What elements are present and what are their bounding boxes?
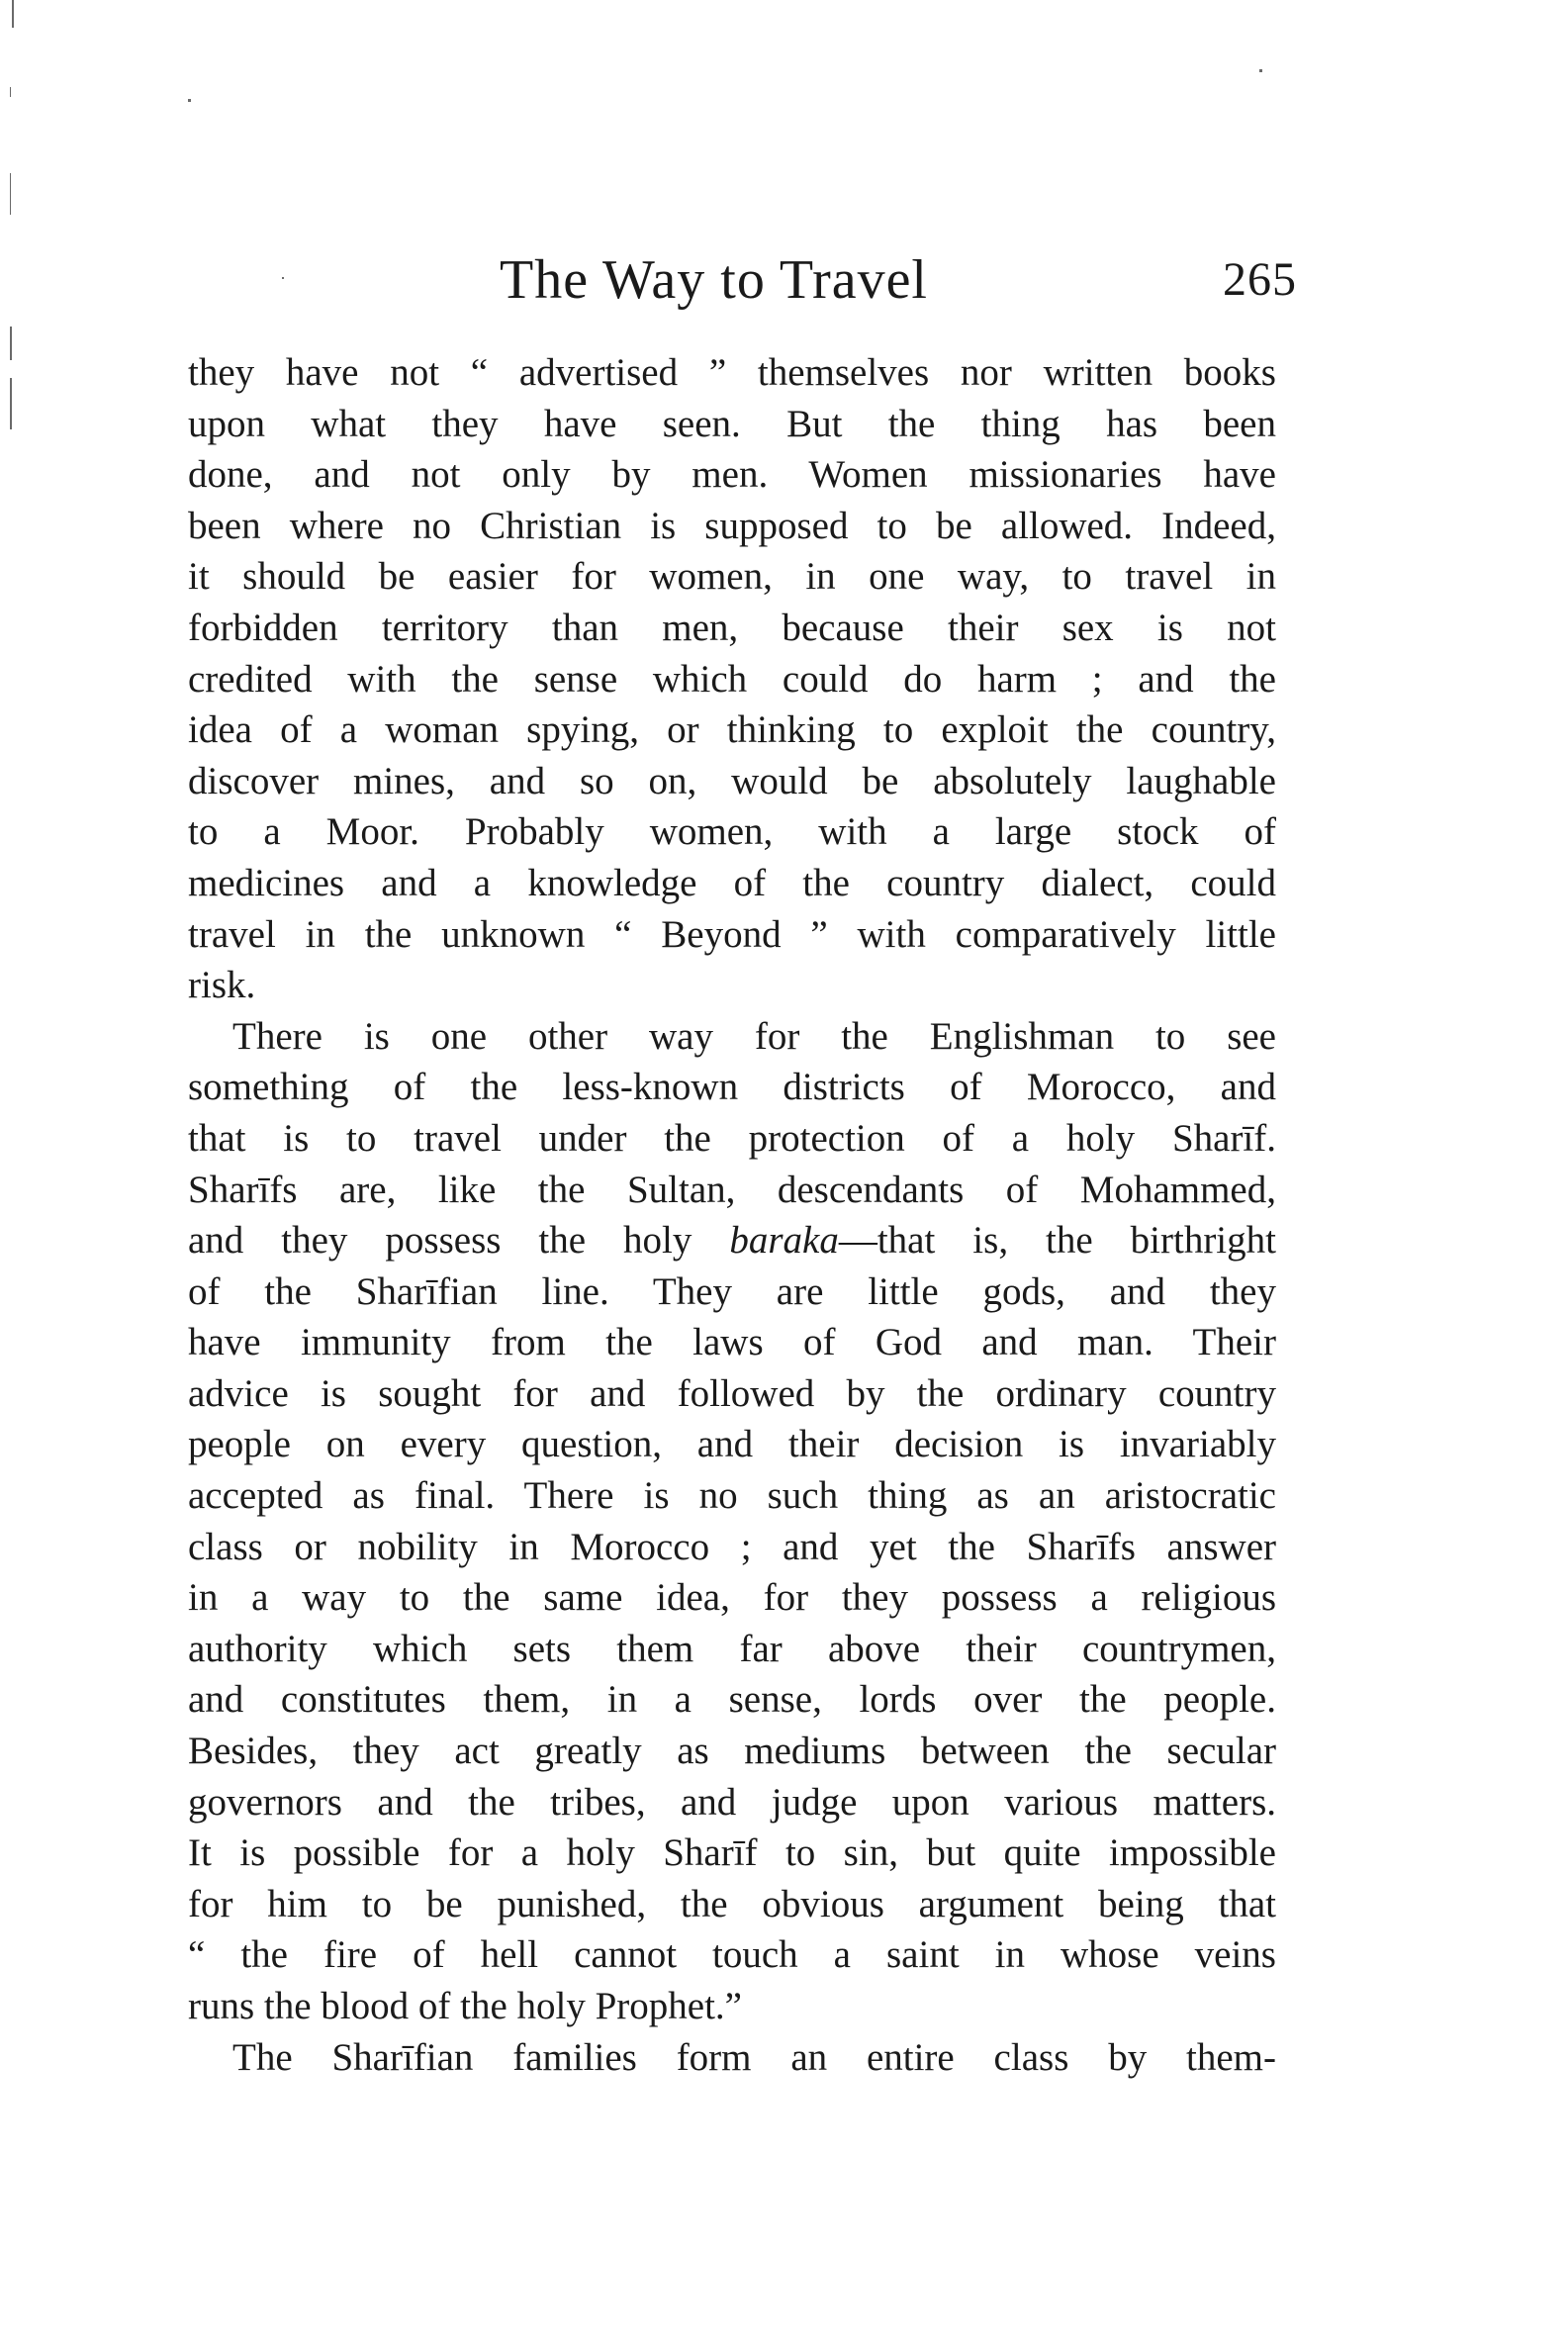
text-line: that is to travel under the protection of a holy Sharīf. [188,1116,1276,1160]
italic-term: baraka [729,1219,839,1263]
scan-edge-mark [10,87,11,97]
text-line: people on every question, and their decision is invariably [188,1423,1276,1466]
text-line: and constitutes them, in a sense, lords over the people. [188,1678,1276,1722]
text-line: they have not “ advertised ” themselves nor written books [188,351,1276,394]
text-line: “ the fire of hell cannot touch a saint in whose veins [188,1933,1276,1977]
body-text [188,347,1276,2083]
paragraph-end-line: risk. [188,964,256,1007]
scan-speck [1259,69,1262,72]
text-line: been where no Christian is supposed to be allowed. Indeed, [188,504,1276,547]
scan-edge-mark [10,173,11,215]
text-line: of the Sharīfian line. They are little gods, and they [188,1269,1276,1313]
scan-speck [188,99,191,102]
text-line: medicines and a knowledge of the country dialect, could [188,861,1276,904]
text-line: accepted as final. There is no such thing as an aristocratic [188,1474,1276,1518]
text-line: upon what they have seen. But the thing has been [188,402,1276,445]
running-head [0,245,1568,315]
scan-edge-mark [12,0,14,28]
page-number: 265 [1223,253,1297,306]
line-text: —that is, the birthright [838,1219,1276,1263]
text-line: authority which sets them far above their countrymen, [188,1627,1276,1670]
text-line: idea of a woman spying, or thinking to exploit the country, [188,708,1276,752]
line-text: and they possess the holy [188,1219,730,1263]
text-line: discover mines, and so on, would be absolutely laughable [188,759,1276,802]
text-line: Besides, they act greatly as mediums between the secular [188,1730,1276,1773]
text-line: credited with the sense which could do harm ; and the [188,657,1276,701]
text-line: travel in the unknown “ Beyond ” with comparatively little [188,912,1276,956]
text-line: done, and not only by men. Women missionaries have [188,453,1276,497]
text-line: in a way to the same idea, for they possess a religious [188,1576,1276,1620]
text-line: something of the less-known districts of Morocco, and [188,1066,1276,1109]
running-title: The Way to Travel [500,249,928,311]
text-line: governors and the tribes, and judge upon various matters. [188,1780,1276,1824]
scan-edge-mark [10,378,12,429]
paragraph-start-line: The Sharīfian families form an entire class by them- [232,2035,1276,2079]
paragraph-end-line: runs the blood of the holy Prophet.” [188,1985,742,2027]
text-line: class or nobility in Morocco ; and yet the Sharīfs answer [188,1525,1276,1568]
text-line: it should be easier for women, in one way, to travel in [188,555,1276,599]
text-line: have immunity from the laws of God and man. Their [188,1321,1276,1364]
text-line: for him to be punished, the obvious argument being that [188,1882,1276,1925]
scan-edge-mark [10,327,12,360]
text-line: Sharīfs are, like the Sultan, descendants of Mohammed, [188,1168,1276,1211]
text-line: advice is sought for and followed by the ordinary country [188,1371,1276,1415]
text-line-with-italic [188,1215,1276,1266]
text-line: It is possible for a holy Sharīf to sin, but quite impossible [188,1831,1276,1875]
paragraph-start-line: There is one other way for the Englishman to see [232,1014,1276,1058]
text-line: forbidden territory than men, because their sex is not [188,606,1276,649]
text-line: to a Moor. Probably women, with a large stock of [188,810,1276,854]
